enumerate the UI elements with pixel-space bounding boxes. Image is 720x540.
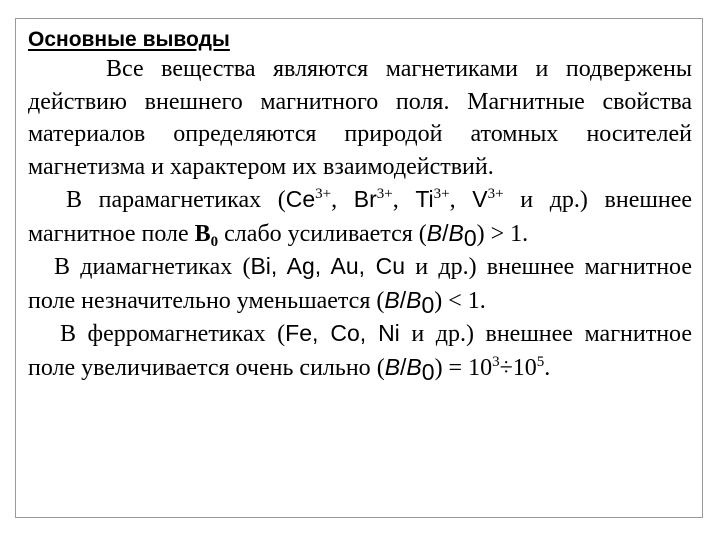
- ratio-subscript: 0: [463, 224, 477, 251]
- ratio-b0: B: [406, 353, 422, 380]
- ferromagnetics-lead: В ферромагнетиках (: [60, 321, 286, 347]
- ratio-subscript: 0: [421, 358, 435, 385]
- ratio-relation: ) < 1.: [434, 287, 486, 314]
- ferromagnetics-elements: Fe, Co, Ni: [285, 320, 400, 346]
- field-subscript: 0: [210, 233, 219, 250]
- exponent-3: 3: [492, 353, 500, 370]
- ion-ce-charge: 3+: [315, 186, 332, 202]
- ratio-equals: ) = 10: [434, 354, 493, 381]
- slide-body: [28, 53, 692, 384]
- ion-sep: ,: [449, 187, 473, 213]
- ratio-relation: ) > 1.: [476, 220, 529, 247]
- ratio-b0: B: [406, 286, 422, 313]
- ratio-b: B: [384, 286, 400, 313]
- ratio-open: (: [376, 287, 385, 314]
- ratio-slash: /: [400, 353, 407, 380]
- exponent-5: 5: [536, 353, 545, 370]
- ratio-b: B: [426, 219, 443, 246]
- slide-title: Основные выводы: [28, 28, 230, 51]
- ratio-open: (: [376, 354, 385, 381]
- ion-ti: Ti: [415, 186, 434, 212]
- ferromagnetics-after: и др.) внешнее магнитное поле увеличивается очень сильно: [28, 321, 692, 381]
- range-divider: ÷10: [499, 354, 537, 381]
- paragraph-ferromagnetics: [28, 317, 692, 384]
- diamagnetics-lead: В диамагнетиках (: [54, 254, 251, 280]
- ratio-b0: B: [448, 219, 464, 246]
- ratio-subscript: 0: [421, 291, 435, 318]
- ion-ti-charge: 3+: [433, 186, 450, 202]
- paramagnetics-tail: слабо усиливается: [218, 220, 413, 247]
- paramagnetics-after-ions: и др.) внешнее магнитное поле: [28, 187, 692, 247]
- slide-frame: [15, 18, 703, 518]
- ion-v-charge: 3+: [487, 186, 504, 202]
- paragraph-paramagnetics: [28, 183, 692, 250]
- ion-br-charge: 3+: [376, 186, 393, 202]
- diamagnetics-after: и др.) внешнее магнитное поле незначительно уменьшается: [28, 254, 692, 314]
- paragraph-diamagnetics: [28, 250, 692, 317]
- sentence-end: .: [544, 354, 551, 381]
- ratio-slash: /: [399, 286, 407, 313]
- ion-sep: ,: [392, 187, 416, 213]
- field-symbol: B: [194, 220, 211, 247]
- ion-sep: ,: [331, 187, 354, 213]
- ratio-b: B: [384, 353, 401, 380]
- diamagnetics-elements: Bi, Ag, Au, Cu: [250, 253, 406, 279]
- paramagnetics-lead: В парамагнетиках (: [66, 187, 286, 213]
- ion-ce: Ce: [285, 186, 316, 212]
- ion-v: V: [472, 186, 488, 212]
- ratio-open: (: [418, 220, 427, 247]
- ion-br: Br: [353, 186, 377, 212]
- ratio-slash: /: [442, 219, 449, 246]
- paragraph-general: Все вещества являются магнетиками и подвержены действию внешнего магнитного поля. Магнитные свойства материалов определяются природой атомных носителей магнетизма и характером их взаимодействий.: [28, 56, 692, 180]
